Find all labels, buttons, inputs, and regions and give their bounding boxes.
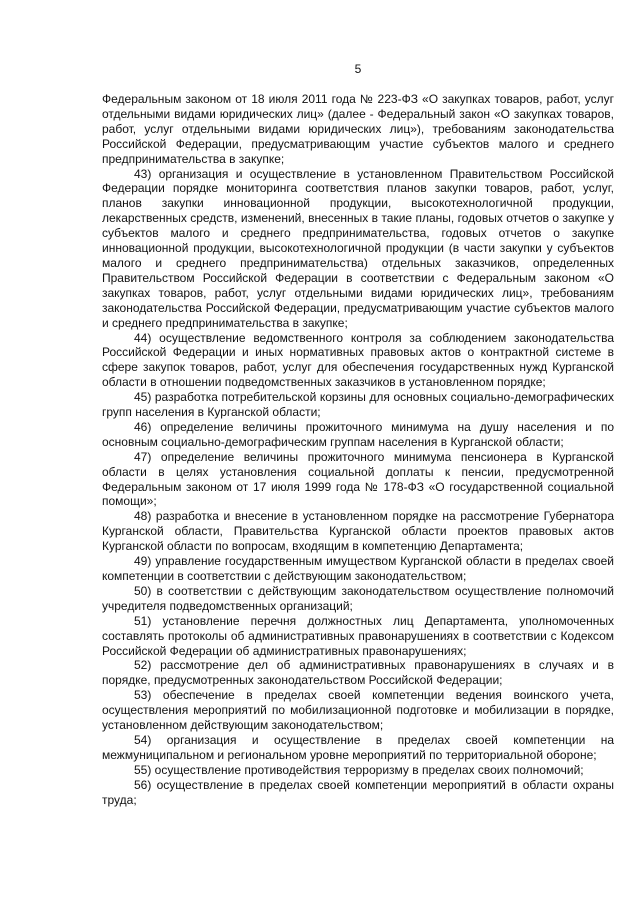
- paragraph-item-55: 55) осуществление противодействия терроризму в пределах своих полномочий;: [134, 762, 584, 777]
- paragraph-item-50: 50) в соответствии с действующим законодательством осуществление полномочий учредителя подведомственных организаций;: [102, 583, 614, 613]
- paragraph-continuation: Федеральным законом от 18 июля 2011 года № 223-ФЗ «О закупках товаров, работ, услуг отдельными видами юридических лиц» (далее - Федеральный закон «О закупках товаров, работ, услуг отдельными видами юридических лиц»), требованиям законодательства Российской Федерации, предусматривающим участие субъектов малого и среднего предпринимательства в закупке;: [102, 92, 614, 166]
- page-number: 5: [354, 62, 362, 76]
- paragraph-item-44: 44) осуществление ведомственного контроля за соблюдением законодательства Российской Федерации и иных нормативных правовых актов о контрактной системе в сфере закупок товаров, работ, услуг для обеспечения государственных нужд Курганской области в отношении подведомственных заказчиков в установленном порядке;: [102, 330, 614, 390]
- paragraph-item-54: 54) организация и осуществление в пределах своей компетенции на межмуниципальном и региональном уровне мероприятий по территориальной обороне;: [102, 732, 614, 762]
- document-body: [102, 92, 614, 808]
- paragraph-item-43: 43) организация и осуществление в установленном Правительством Российской Федерации порядке мониторинга соответствия планов закупки товаров, работ, услуг, планов закупки инновационной продукции, высокотехнологичной продукции, лекарственных средств, изменений, внесенных в такие планы, годовых отчетов о закупке у субъектов малого и среднего предпринимательства, годовых отчетов о закупке инновационной продукции, высокотехнологичной продукции (в части закупки у субъектов малого и среднего предпринимательства) отдельных заказчиков, определенных Правительством Российской Федерации в соответствии с Федеральным законом «О закупках товаров, работ, услуг отдельными видами юридических лиц», требованиям законодательства Российской Федерации, предусматривающим участие субъектов малого и среднего предпринимательства в закупке;: [102, 166, 614, 330]
- paragraph-item-49: 49) управление государственным имуществом Курганской области в пределах своей компетенции в соответствии с действующим законодательством;: [102, 554, 614, 583]
- paragraph-item-46: 46) определение величины прожиточного минимума на душу населения и по основным социально-демографическим группам населения в Курганской области;: [102, 419, 614, 449]
- paragraph-item-51: 51) установление перечня должностных лиц Департамента, уполномоченных составлять протоколы об административных правонарушениях в соответствии с Кодексом Российской Федерации об административных правонарушениях;: [102, 613, 614, 658]
- paragraph-item-47: 47) определение величины прожиточного минимума пенсионера в Курганской области в целях установления социальной доплаты к пенсии, предусмотренной Федеральным законом от 17 июля 1999 года № 178-ФЗ «О государственной социальной помощи»;: [102, 449, 614, 509]
- paragraph-item-52: 52) рассмотрение дел об административных правонарушениях в случаях и в порядке, предусмотренных законодательством Российской Федерации;: [102, 658, 614, 688]
- paragraph-item-45: 45) разработка потребительской корзины для основных социально-демографических групп населения в Курганской области;: [102, 390, 614, 420]
- paragraph-item-53: 53) обеспечение в пределах своей компетенции ведения воинского учета, осуществления мероприятий по мобилизационной подготовке и мобилизации в порядке, установленном действующим законодательством;: [102, 688, 614, 733]
- paragraph-item-56: 56) осуществление в пределах своей компетенции мероприятий в области охраны труда;: [102, 777, 614, 807]
- paragraph-item-48: 48) разработка и внесение в установленном порядке на рассмотрение Губернатора Курганской области, Правительства Курганской области проектов правовых актов Курганской области по вопросам, входящим в компетенцию Департамента;: [102, 509, 614, 554]
